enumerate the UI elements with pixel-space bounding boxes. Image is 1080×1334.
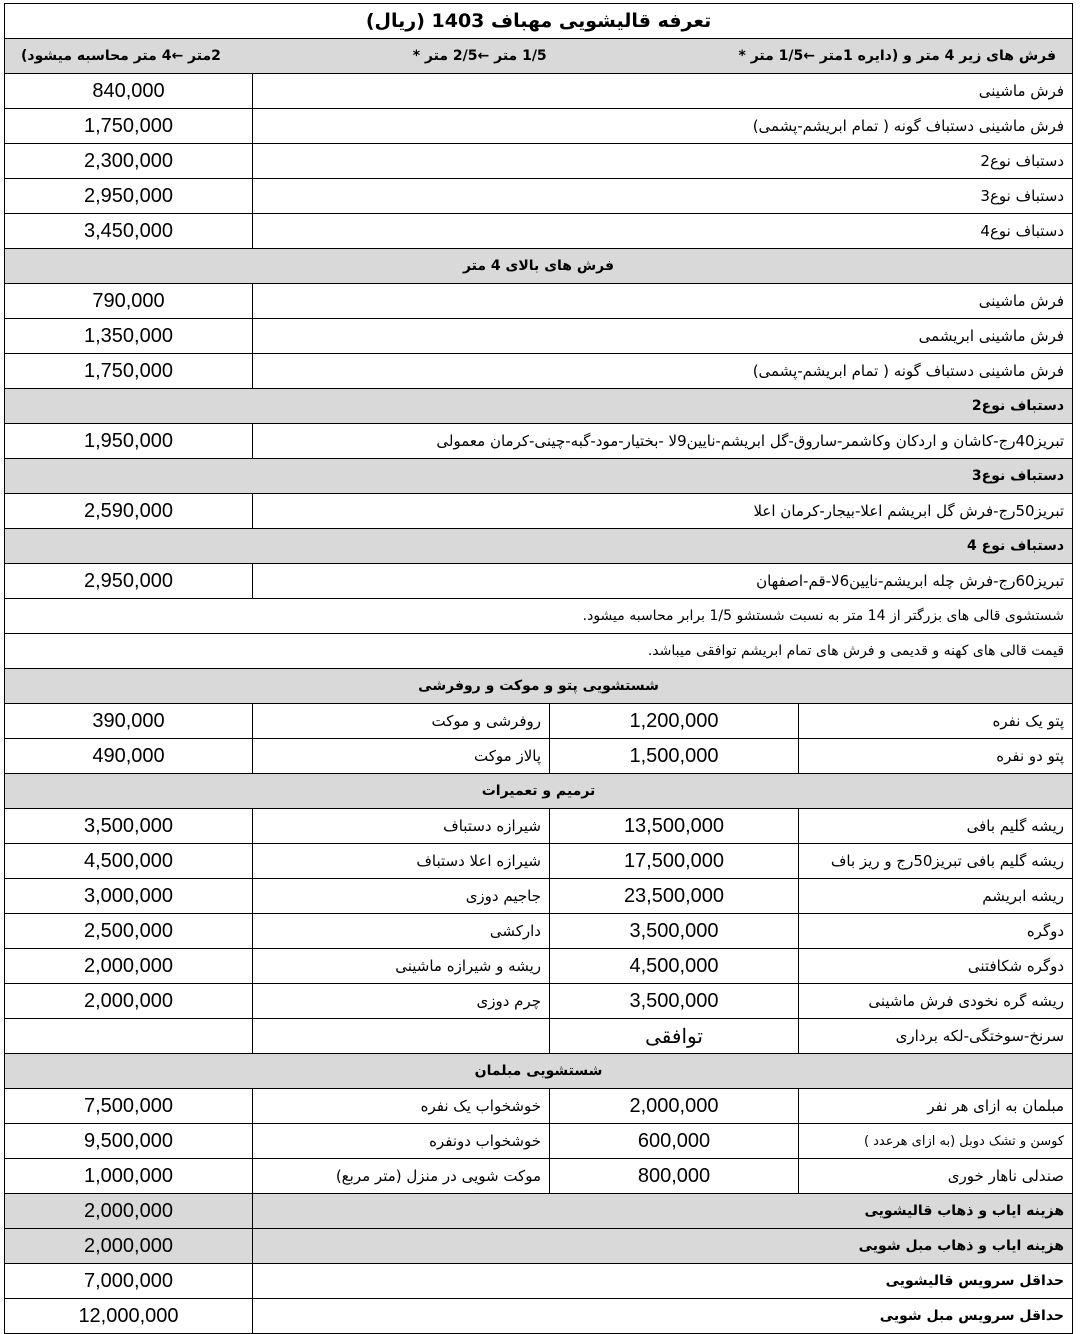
section-header-furniture: شستشویی مبلمان	[5, 1054, 1073, 1089]
section-header-row	[5, 669, 1073, 704]
price-cell: 840,000	[5, 74, 253, 109]
price-cell: 1,750,000	[5, 354, 253, 389]
fee-row	[5, 1264, 1073, 1299]
table-row	[5, 1124, 1073, 1159]
item-label: جاجیم دوزی	[253, 879, 550, 914]
size-note	[5, 39, 1073, 74]
section-header-type4: دستباف نوع 4	[5, 529, 1073, 564]
price-cell: 1,200,000	[550, 704, 799, 739]
price-cell: 3,500,000	[550, 984, 799, 1019]
price-cell: 2,500,000	[5, 914, 253, 949]
item-label: سرنخ-سوختگی-لکه برداری	[799, 1019, 1073, 1054]
section-header-blanket: شستشویی پتو و موکت و روفرشی	[5, 669, 1073, 704]
size-note-part3: 2متر ←4 متر محاسبه میشود)	[21, 48, 221, 64]
section-header-row	[5, 529, 1073, 564]
price-cell: 7,000,000	[5, 1264, 253, 1299]
item-label: ریشه و شیرازه ماشینی	[253, 949, 550, 984]
table-row	[5, 179, 1073, 214]
note-text: قیمت قالی های کهنه و قدیمی و فرش های تمام ابریشم توافقی میباشد.	[5, 634, 1073, 669]
price-cell: 3,500,000	[5, 809, 253, 844]
price-table	[4, 3, 1073, 1334]
section-header-row	[5, 389, 1073, 424]
table-row	[5, 844, 1073, 879]
note-text: شستشوی قالی های بزرگتر از 14 متر به نسبت شستشو 1/5 برابر محاسبه میشود.	[5, 599, 1073, 634]
price-cell: 2,590,000	[5, 494, 253, 529]
price-cell	[5, 1019, 253, 1054]
item-label: فرش ماشینی دستباف گونه ( تمام ابریشم-پشمی)	[253, 354, 1073, 389]
section-header-type2: دستباف نوع2	[5, 389, 1073, 424]
price-cell: 2,000,000	[550, 1089, 799, 1124]
table-row	[5, 1089, 1073, 1124]
price-cell: توافقی	[550, 1019, 799, 1054]
price-cell: 3,500,000	[550, 914, 799, 949]
price-cell: 4,500,000	[5, 844, 253, 879]
price-cell: 2,000,000	[5, 949, 253, 984]
table-row	[5, 704, 1073, 739]
item-label: صندلی ناهار خوری	[799, 1159, 1073, 1194]
price-cell: 23,500,000	[550, 879, 799, 914]
item-label: پتو دو نفره	[799, 739, 1073, 774]
item-label: موکت شویی در منزل (متر مربع)	[253, 1159, 550, 1194]
price-cell: 1,950,000	[5, 424, 253, 459]
item-label: تبریز60رج-فرش چله ابریشم-نایین6لا-قم-اصفهان	[253, 564, 1073, 599]
table-row	[5, 1159, 1073, 1194]
price-cell: 2,950,000	[5, 564, 253, 599]
price-cell: 2,950,000	[5, 179, 253, 214]
section-header-row	[5, 1054, 1073, 1089]
price-cell: 1,000,000	[5, 1159, 253, 1194]
item-label: ریشه گلیم بافی	[799, 809, 1073, 844]
price-cell: 1,750,000	[5, 109, 253, 144]
item-label: کوسن و تشک دوبل (به ازای هرعدد )	[799, 1124, 1073, 1159]
item-label: دستباف نوع3	[253, 179, 1073, 214]
item-label: شیرازه دستباف	[253, 809, 550, 844]
price-cell: 3,000,000	[5, 879, 253, 914]
item-label: حداقل سرویس مبل شویی	[253, 1299, 1073, 1334]
item-label: دستباف نوع2	[253, 144, 1073, 179]
section-header-repair: ترمیم و تعمیرات	[5, 774, 1073, 809]
item-label: دوگره شکافتنی	[799, 949, 1073, 984]
size-note-part2: 1/5 متر ←2/5 متر *	[412, 48, 547, 64]
price-cell: 7,500,000	[5, 1089, 253, 1124]
price-cell: 2,000,000	[5, 984, 253, 1019]
table-row	[5, 494, 1073, 529]
note-row	[5, 634, 1073, 669]
fee-row	[5, 1229, 1073, 1264]
price-cell: 17,500,000	[550, 844, 799, 879]
section-header-row	[5, 459, 1073, 494]
item-label: دوگره	[799, 914, 1073, 949]
item-label: فرش ماشینی	[253, 74, 1073, 109]
table-row	[5, 984, 1073, 1019]
fee-row	[5, 1194, 1073, 1229]
item-label: دستباف نوع4	[253, 214, 1073, 249]
table-row	[5, 214, 1073, 249]
price-cell: 600,000	[550, 1124, 799, 1159]
table-row	[5, 809, 1073, 844]
price-cell: 3,450,000	[5, 214, 253, 249]
table-row	[5, 879, 1073, 914]
size-note-row	[5, 39, 1073, 74]
table-row	[5, 74, 1073, 109]
item-label: ریشه ابریشم	[799, 879, 1073, 914]
price-cell: 800,000	[550, 1159, 799, 1194]
title-row	[5, 4, 1073, 39]
note-row	[5, 599, 1073, 634]
price-cell: 2,300,000	[5, 144, 253, 179]
section-header-row	[5, 249, 1073, 284]
section-header-above4: فرش های بالای 4 متر	[5, 249, 1073, 284]
price-cell: 1,350,000	[5, 319, 253, 354]
table-row	[5, 109, 1073, 144]
item-label: روفرشی و موکت	[253, 704, 550, 739]
price-cell: 9,500,000	[5, 1124, 253, 1159]
table-row	[5, 914, 1073, 949]
size-note-part1: فرش های زیر 4 متر و (دایره 1متر ←1/5 متر *	[738, 48, 1057, 64]
price-cell: 1,500,000	[550, 739, 799, 774]
item-label: هزینه ایاب و ذهاب مبل شویی	[253, 1229, 1073, 1264]
price-cell: 2,000,000	[5, 1229, 253, 1264]
item-label: خوشخواب یک نفره	[253, 1089, 550, 1124]
table-row	[5, 319, 1073, 354]
item-label: شیرازه اعلا دستباف	[253, 844, 550, 879]
table-row	[5, 424, 1073, 459]
page-title: تعرفه قالیشویی مهباف 1403 (ریال)	[5, 4, 1073, 39]
item-label: چرم دوزی	[253, 984, 550, 1019]
item-label: مبلمان به ازای هر نفر	[799, 1089, 1073, 1124]
item-label: ریشه گلیم بافی تبریز50رج و ریز باف	[799, 844, 1073, 879]
price-cell: 12,000,000	[5, 1299, 253, 1334]
price-cell: 13,500,000	[550, 809, 799, 844]
price-cell: 2,000,000	[5, 1194, 253, 1229]
table-row	[5, 284, 1073, 319]
item-label: ریشه گره نخودی فرش ماشینی	[799, 984, 1073, 1019]
price-cell: 790,000	[5, 284, 253, 319]
price-cell: 390,000	[5, 704, 253, 739]
section-header-row	[5, 774, 1073, 809]
table-row	[5, 949, 1073, 984]
item-label: پتو یک نفره	[799, 704, 1073, 739]
item-label	[253, 1019, 550, 1054]
item-label: دارکشی	[253, 914, 550, 949]
table-row	[5, 1019, 1073, 1054]
item-label: فرش ماشینی	[253, 284, 1073, 319]
section-header-type3: دستباف نوع3	[5, 459, 1073, 494]
item-label: حداقل سرویس قالیشویی	[253, 1264, 1073, 1299]
fee-row	[5, 1299, 1073, 1334]
item-label: تبریز50رج-فرش گل ابریشم اعلا-بیجار-کرمان اعلا	[253, 494, 1073, 529]
price-cell: 490,000	[5, 739, 253, 774]
table-row	[5, 354, 1073, 389]
item-label: فرش ماشینی ابریشمی	[253, 319, 1073, 354]
price-cell: 4,500,000	[550, 949, 799, 984]
table-row	[5, 144, 1073, 179]
item-label: هزینه ایاب و ذهاب قالیشویی	[253, 1194, 1073, 1229]
item-label: فرش ماشینی دستباف گونه ( تمام ابریشم-پشمی)	[253, 109, 1073, 144]
table-row	[5, 564, 1073, 599]
table-row	[5, 739, 1073, 774]
item-label: خوشخواب دونفره	[253, 1124, 550, 1159]
item-label: پالاز موکت	[253, 739, 550, 774]
item-label: تبریز40رج-کاشان و اردکان وکاشمر-ساروق-گل ابریشم-نایین9لا -بختیار-مود-گبه-چینی-کرمان معمولی	[253, 424, 1073, 459]
